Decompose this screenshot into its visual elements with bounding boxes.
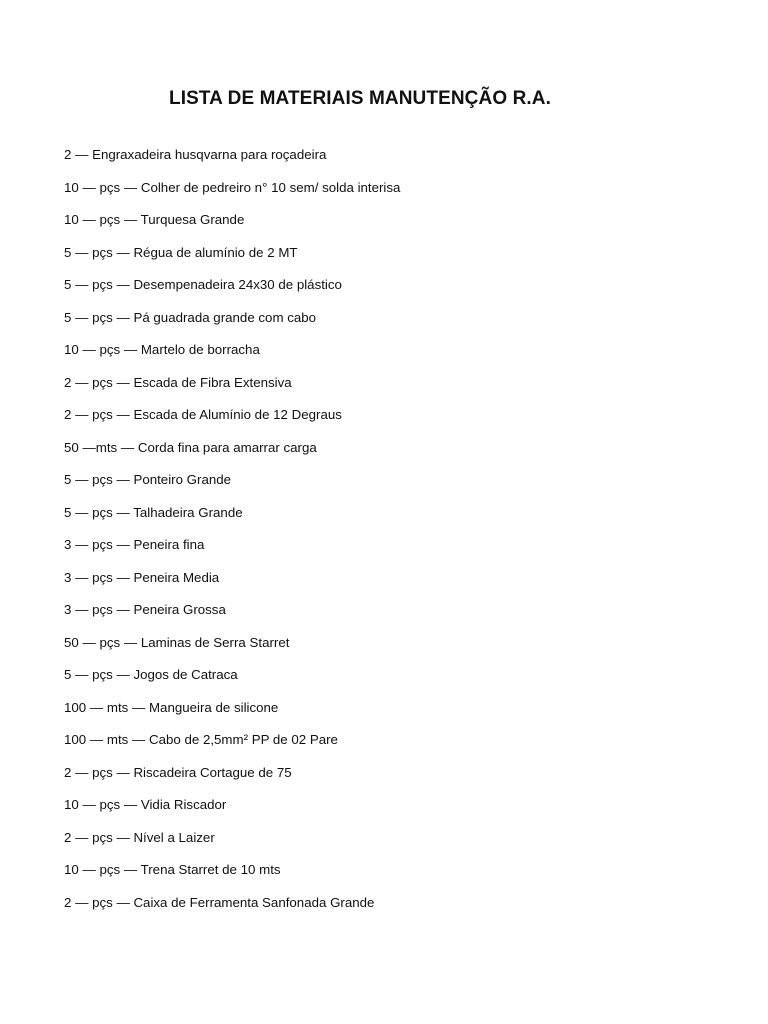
- list-item: 10 — pçs — Martelo de borracha: [64, 342, 260, 357]
- materials-list: [64, 145, 400, 925]
- list-item: 50 — pçs — Laminas de Serra Starret: [64, 634, 290, 650]
- list-item: 5 — pçs — Ponteiro Grande: [64, 472, 232, 487]
- list-item: 2 — pçs — Nível a Laizer: [64, 829, 215, 845]
- list-item: 100 — mts — Cabo de 2,5mm² PP de 02 Pare: [64, 732, 338, 747]
- list-item: 5 — pçs — Pá guadrada grande com cabo: [64, 309, 317, 325]
- document-title: LISTA DE MATERIAIS MANUTENÇÃO R.A.: [169, 88, 551, 109]
- list-item: 10 — pçs — Turquesa Grande: [64, 212, 245, 227]
- list-item: 3 — pçs — Peneira Media: [64, 569, 220, 585]
- list-item: 3 — pçs — Peneira Grossa: [64, 602, 226, 617]
- list-item: 2 — pçs — Caixa de Ferramenta Sanfonada Grande: [64, 894, 375, 910]
- list-item: 2 — pçs — Riscadeira Cortague de 75: [64, 764, 292, 780]
- list-item: 10 — pçs — Colher de pedreiro n° 10 sem/ solda interisa: [64, 179, 401, 195]
- list-item: 5 — pçs — Talhadeira Grande: [64, 504, 243, 520]
- list-item: 2 — pçs — Escada de Fibra Extensiva: [64, 374, 292, 390]
- list-item: 10 — pçs — Trena Starret de 10 mts: [64, 862, 281, 877]
- list-item: 5 — pçs — Régua de alumínio de 2 MT: [64, 244, 298, 260]
- list-item: 50 —mts — Corda fina para amarrar carga: [64, 439, 317, 455]
- list-item: 2 — Engraxadeira husqvarna para roçadeira: [64, 147, 327, 162]
- list-item: 100 — mts — Mangueira de silicone: [64, 699, 279, 715]
- list-item: 5 — pçs — Jogos de Catraca: [64, 667, 238, 682]
- list-item: 3 — pçs — Peneira fina: [64, 537, 205, 552]
- list-item: 2 — pçs — Escada de Alumínio de 12 Degraus: [64, 407, 342, 422]
- list-item: 5 — pçs — Desempenadeira 24x30 de plástico: [64, 277, 342, 292]
- list-item: 10 — pçs — Vidia Riscador: [64, 797, 227, 812]
